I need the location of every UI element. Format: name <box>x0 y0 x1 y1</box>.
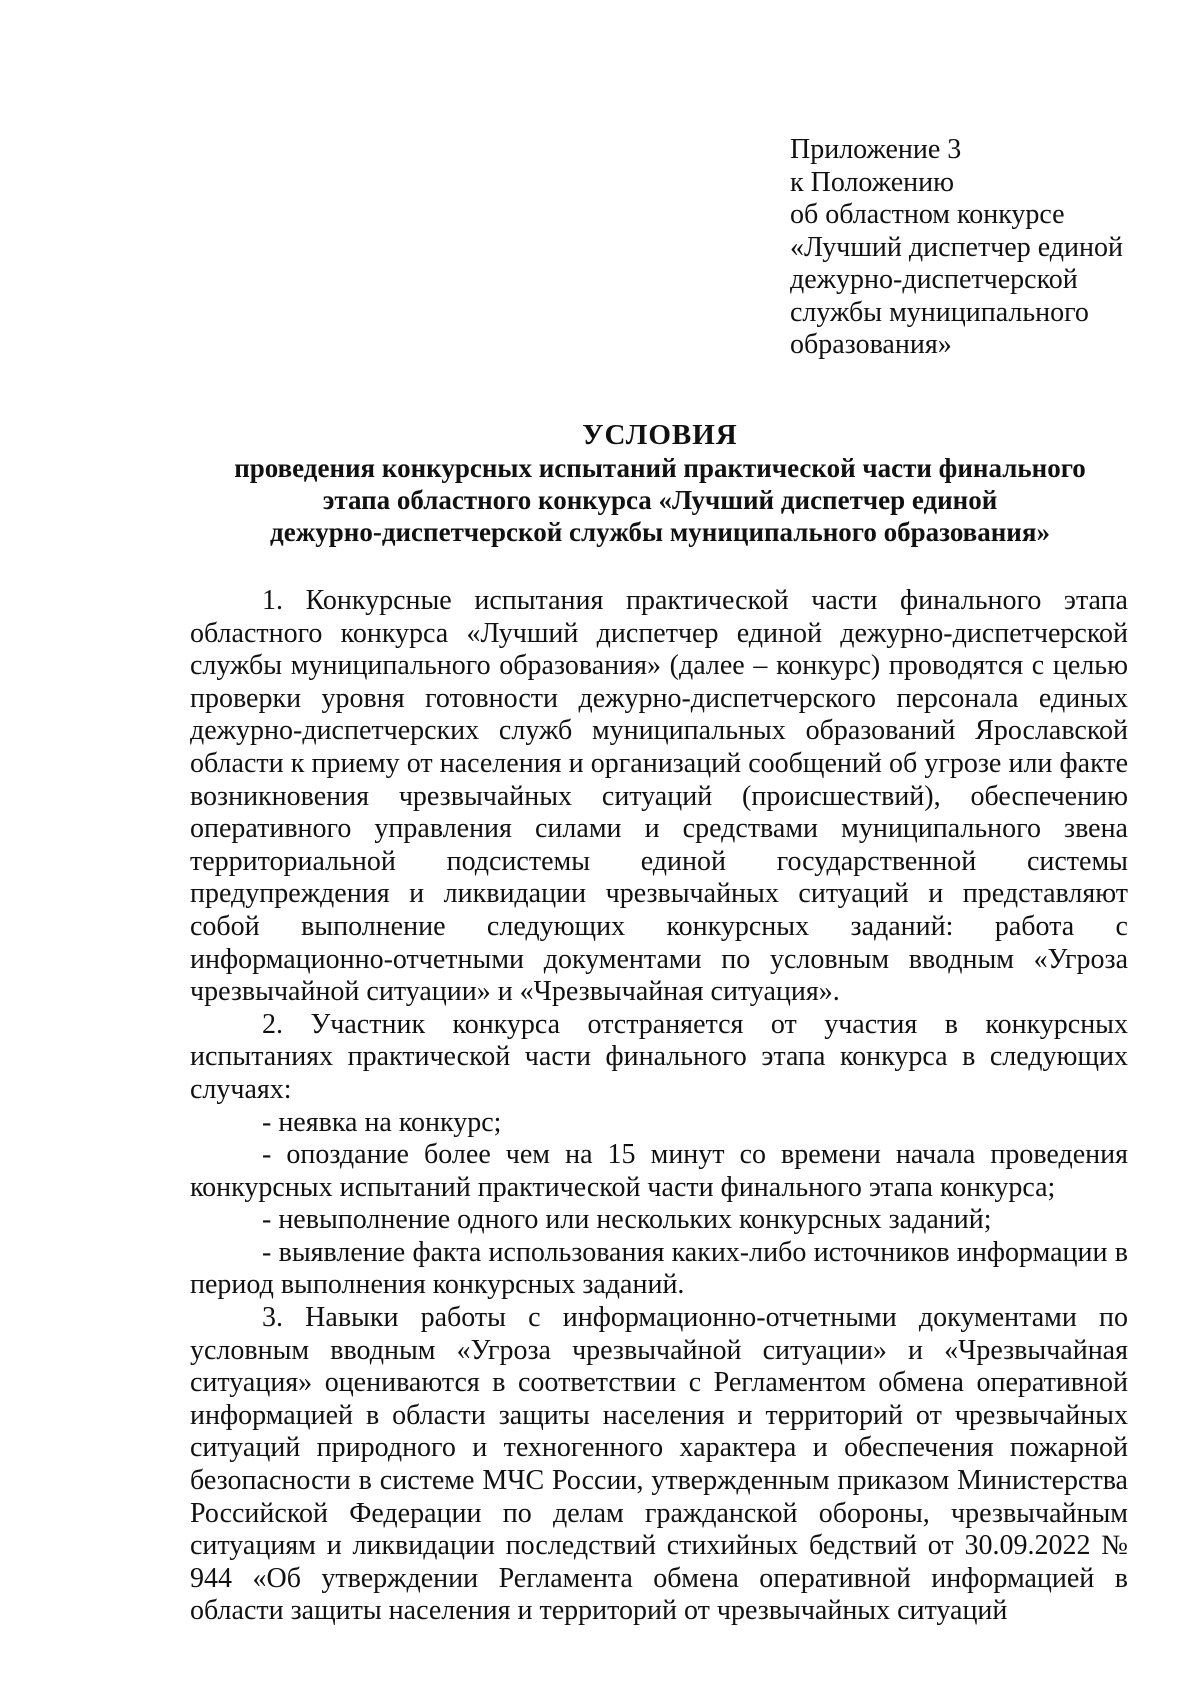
appendix-line: к Положению <box>790 166 955 198</box>
paragraph: 2. Участник конкурса отстраняется от участия в конкурсных испытаниях практической части финального этапа конкурса в следующих случаях: <box>190 1008 1128 1105</box>
appendix-line: службы муниципального <box>790 296 1089 328</box>
title-line: этапа областного конкурса «Лучший диспетчер единой <box>322 485 998 515</box>
appendix-line: Приложение 3 <box>790 134 962 165</box>
paragraph: - выявление факта использования каких-либо источников информации в период выполнения конкурсных заданий. <box>190 1236 1128 1301</box>
document-title <box>150 418 1170 548</box>
paragraph: - опоздание более чем на 15 минут со времени начала проведения конкурсных испытаний практической части финального этапа конкурса; <box>190 1139 1128 1203</box>
appendix-line: об областном конкурсе <box>790 199 1065 230</box>
title-line: проведения конкурсных испытаний практической части финального <box>234 453 1086 483</box>
title-line: дежурно-диспетчерской службы муниципального образования» <box>270 517 1050 547</box>
appendix-line: образования» <box>790 329 952 360</box>
appendix-line: «Лучший диспетчер единой <box>790 231 1123 263</box>
paragraph: - невыполнение одного или нескольких конкурсных заданий; <box>262 1204 992 1236</box>
paragraph: 3. Навыки работы с информационно-отчетными документами по условным вводным «Угроза чрезвычайной ситуации» и «Чрезвычайная ситуация» оцениваются в соответствии с Регламентом обмена оперативной информацией в области защиты населения и территорий от чрезвычайных ситуаций природного и техногенного характера и обеспечения пожарной безопасности в системе МЧС России, утвержденным приказом Министерства Российской Федерации по делам гражданской обороны, чрезвычайным ситуациям и ликвидации последствий стихийных бедствий от 30.09.2022 № 944 «Об утверждении Регламента обмена оперативной информацией в области защиты населения и территорий от чрезвычайных ситуаций <box>190 1302 1128 1627</box>
paragraph: 1. Конкурсные испытания практической части финального этапа областного конкурса «Лучший диспетчер единой дежурно-диспетчерской службы муниципального образования» (далее – конкурс) проводятся с целью проверки уровня готовности дежурно-диспетчерского персонала единых дежурно-диспетчерских служб муниципальных образований Ярославской области к приему от населения и организаций сообщений об угрозе или факте возникновения чрезвычайных ситуаций (происшествий), обеспечению оперативного управления силами и средствами муниципального звена территориальной подсистемы единой государственной системы предупреждения и ликвидации чрезвычайных ситуаций и представляют собой выполнение следующих конкурсных заданий: работа с информационно-отчетными документами по условным вводным «Угроза чрезвычайной ситуации» и «Чрезвычайная ситуация». <box>190 585 1128 1008</box>
appendix-line: дежурно-диспетчерской <box>790 264 1078 295</box>
appendix-reference <box>790 134 1170 362</box>
document-body <box>190 585 1128 1628</box>
title-main: УСЛОВИЯ <box>582 419 738 451</box>
paragraph: - неявка на конкурс; <box>262 1106 502 1138</box>
